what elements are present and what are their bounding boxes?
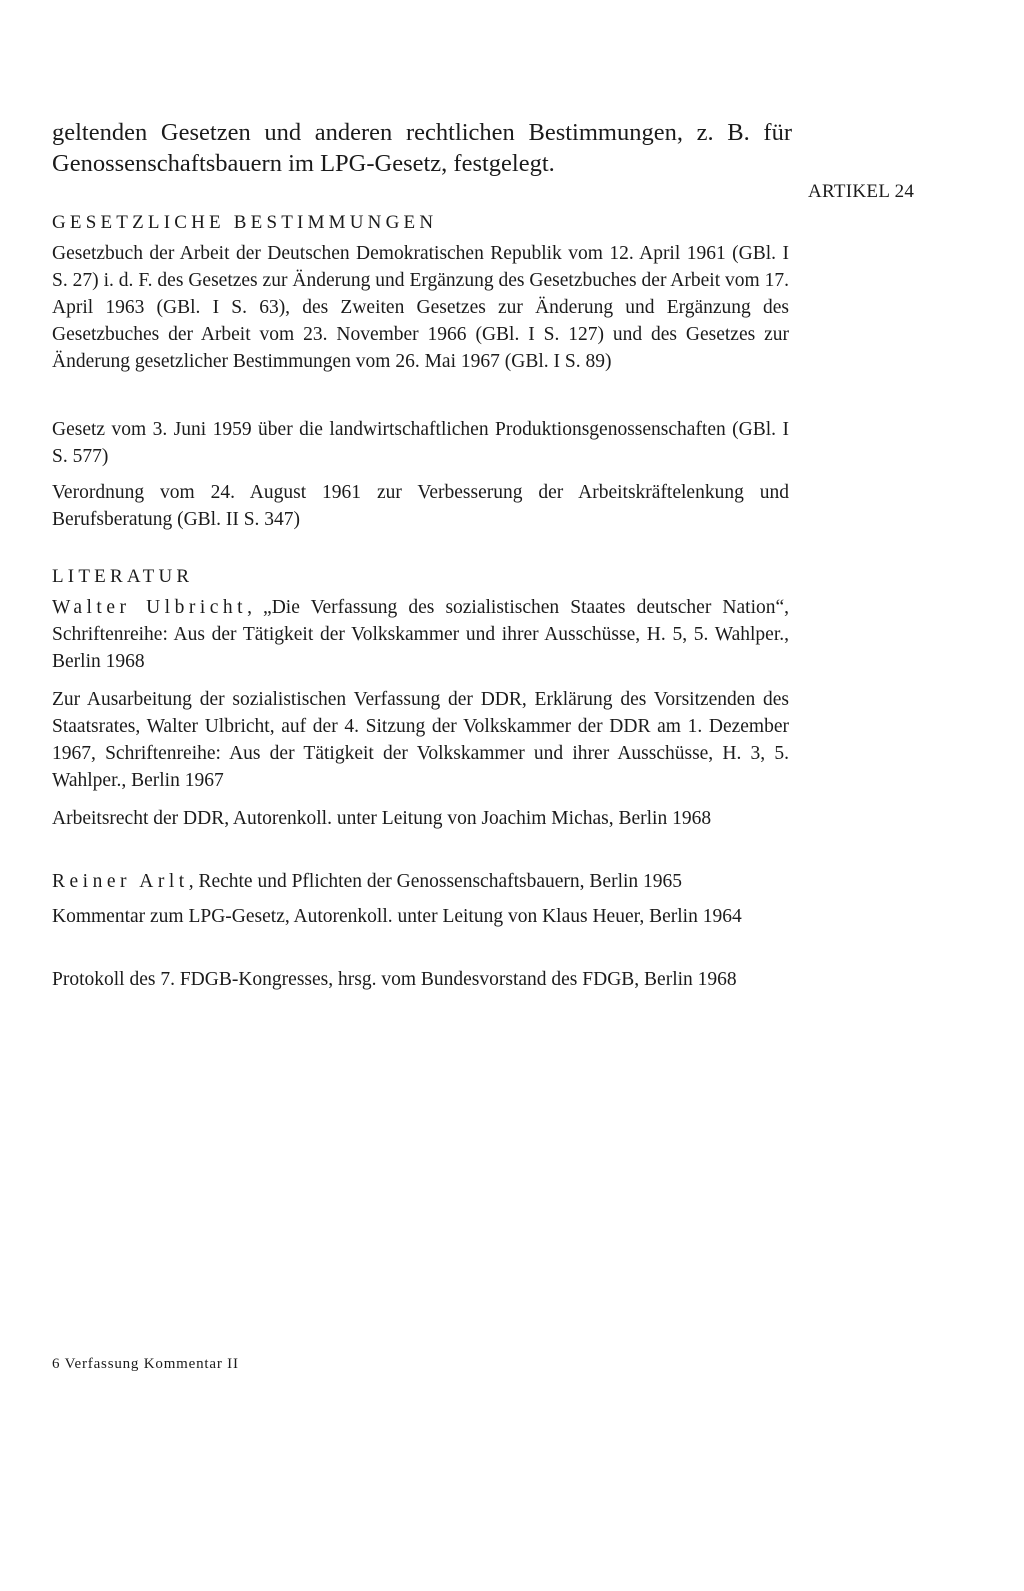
page-footer: 6 Verfassung Kommentar II: [52, 1356, 239, 1372]
intro-paragraph: geltenden Gesetzen und anderen rechtlichen Bestimmungen, z. B. für Genossenschaftsbauern im LPG-Gesetz, festgelegt.: [52, 119, 792, 177]
citation-text: , Rechte und Pflichten der Genossenschaftsbauern, Berlin 1965: [188, 871, 683, 892]
law-entry: Verordnung vom 24. August 1961 zur Verbesserung der Arbeitskräftelenkung und Berufsberatung (GBl. II S. 347): [52, 482, 789, 530]
author-name: Reiner Arlt: [52, 871, 189, 892]
literature-entry: [52, 966, 789, 993]
citation-text: Kommentar zum LPG-Gesetz, Autorenkoll. unter Leitung von Klaus Heuer, Berlin 1964: [52, 906, 742, 927]
literature-entry: [52, 686, 789, 794]
citation-text: , „Die Verfassung des sozialistischen Staates deutscher Nation“, Schriftenreihe: Aus der Tätigkeit der Volkskammer und ihrer Ausschüsse, H. 5, 5. Wahlper., Berlin 1968: [52, 597, 790, 672]
literature-entry: [52, 805, 789, 832]
citation-text: Protokoll des 7. FDGB-Kongresses, hrsg. vom Bundesvorstand des FDGB, Berlin 1968: [52, 969, 737, 990]
law-entry: Gesetz vom 3. Juni 1959 über die landwirtschaftlichen Produktionsgenossenschaften (GBl. I S. 577): [52, 419, 789, 467]
laws-heading: GESETZLICHE BESTIMMUNGEN: [52, 212, 438, 233]
citation-text: Zur Ausarbeitung der sozialistischen Verfassung der DDR, Erklärung des Vorsitzenden des Staatsrates, Walter Ulbricht, auf der 4. Sitzung der Volkskammer der DDR am 1. Dezember 1967, Schriftenreihe: Aus der Tätigkeit der Volkskammer und ihrer Ausschüsse, H. 3, 5. Wahlper., Berlin 1967: [52, 689, 789, 791]
author-name: Walter Ulbricht: [52, 597, 248, 618]
law-entry: Gesetzbuch der Arbeit der Deutschen Demokratischen Republik vom 12. April 1961 (GBl. I S. 27) i. d. F. des Gesetzes zur Änderung und Ergänzung des Gesetzbuches der Arbeit vom 17. April 1963 (GBl. I S. 63), des Zweiten Gesetzes zur Änderung und Ergänzung des Gesetzbuches der Arbeit vom 23. November 1966 (GBl. I S. 127) und des Gesetzes zur Änderung gesetzlicher Bestimmungen vom 26. Mai 1967 (GBl. I S. 89): [52, 243, 789, 372]
literature-heading: LITERATUR: [52, 566, 194, 587]
article-reference: ARTIKEL 24: [808, 181, 915, 202]
citation-text: Arbeitsrecht der DDR, Autorenkoll. unter Leitung von Joachim Michas, Berlin 1968: [52, 808, 712, 829]
literature-entry: [52, 594, 789, 675]
literature-entry: [52, 868, 789, 895]
literature-entry: [52, 903, 789, 930]
